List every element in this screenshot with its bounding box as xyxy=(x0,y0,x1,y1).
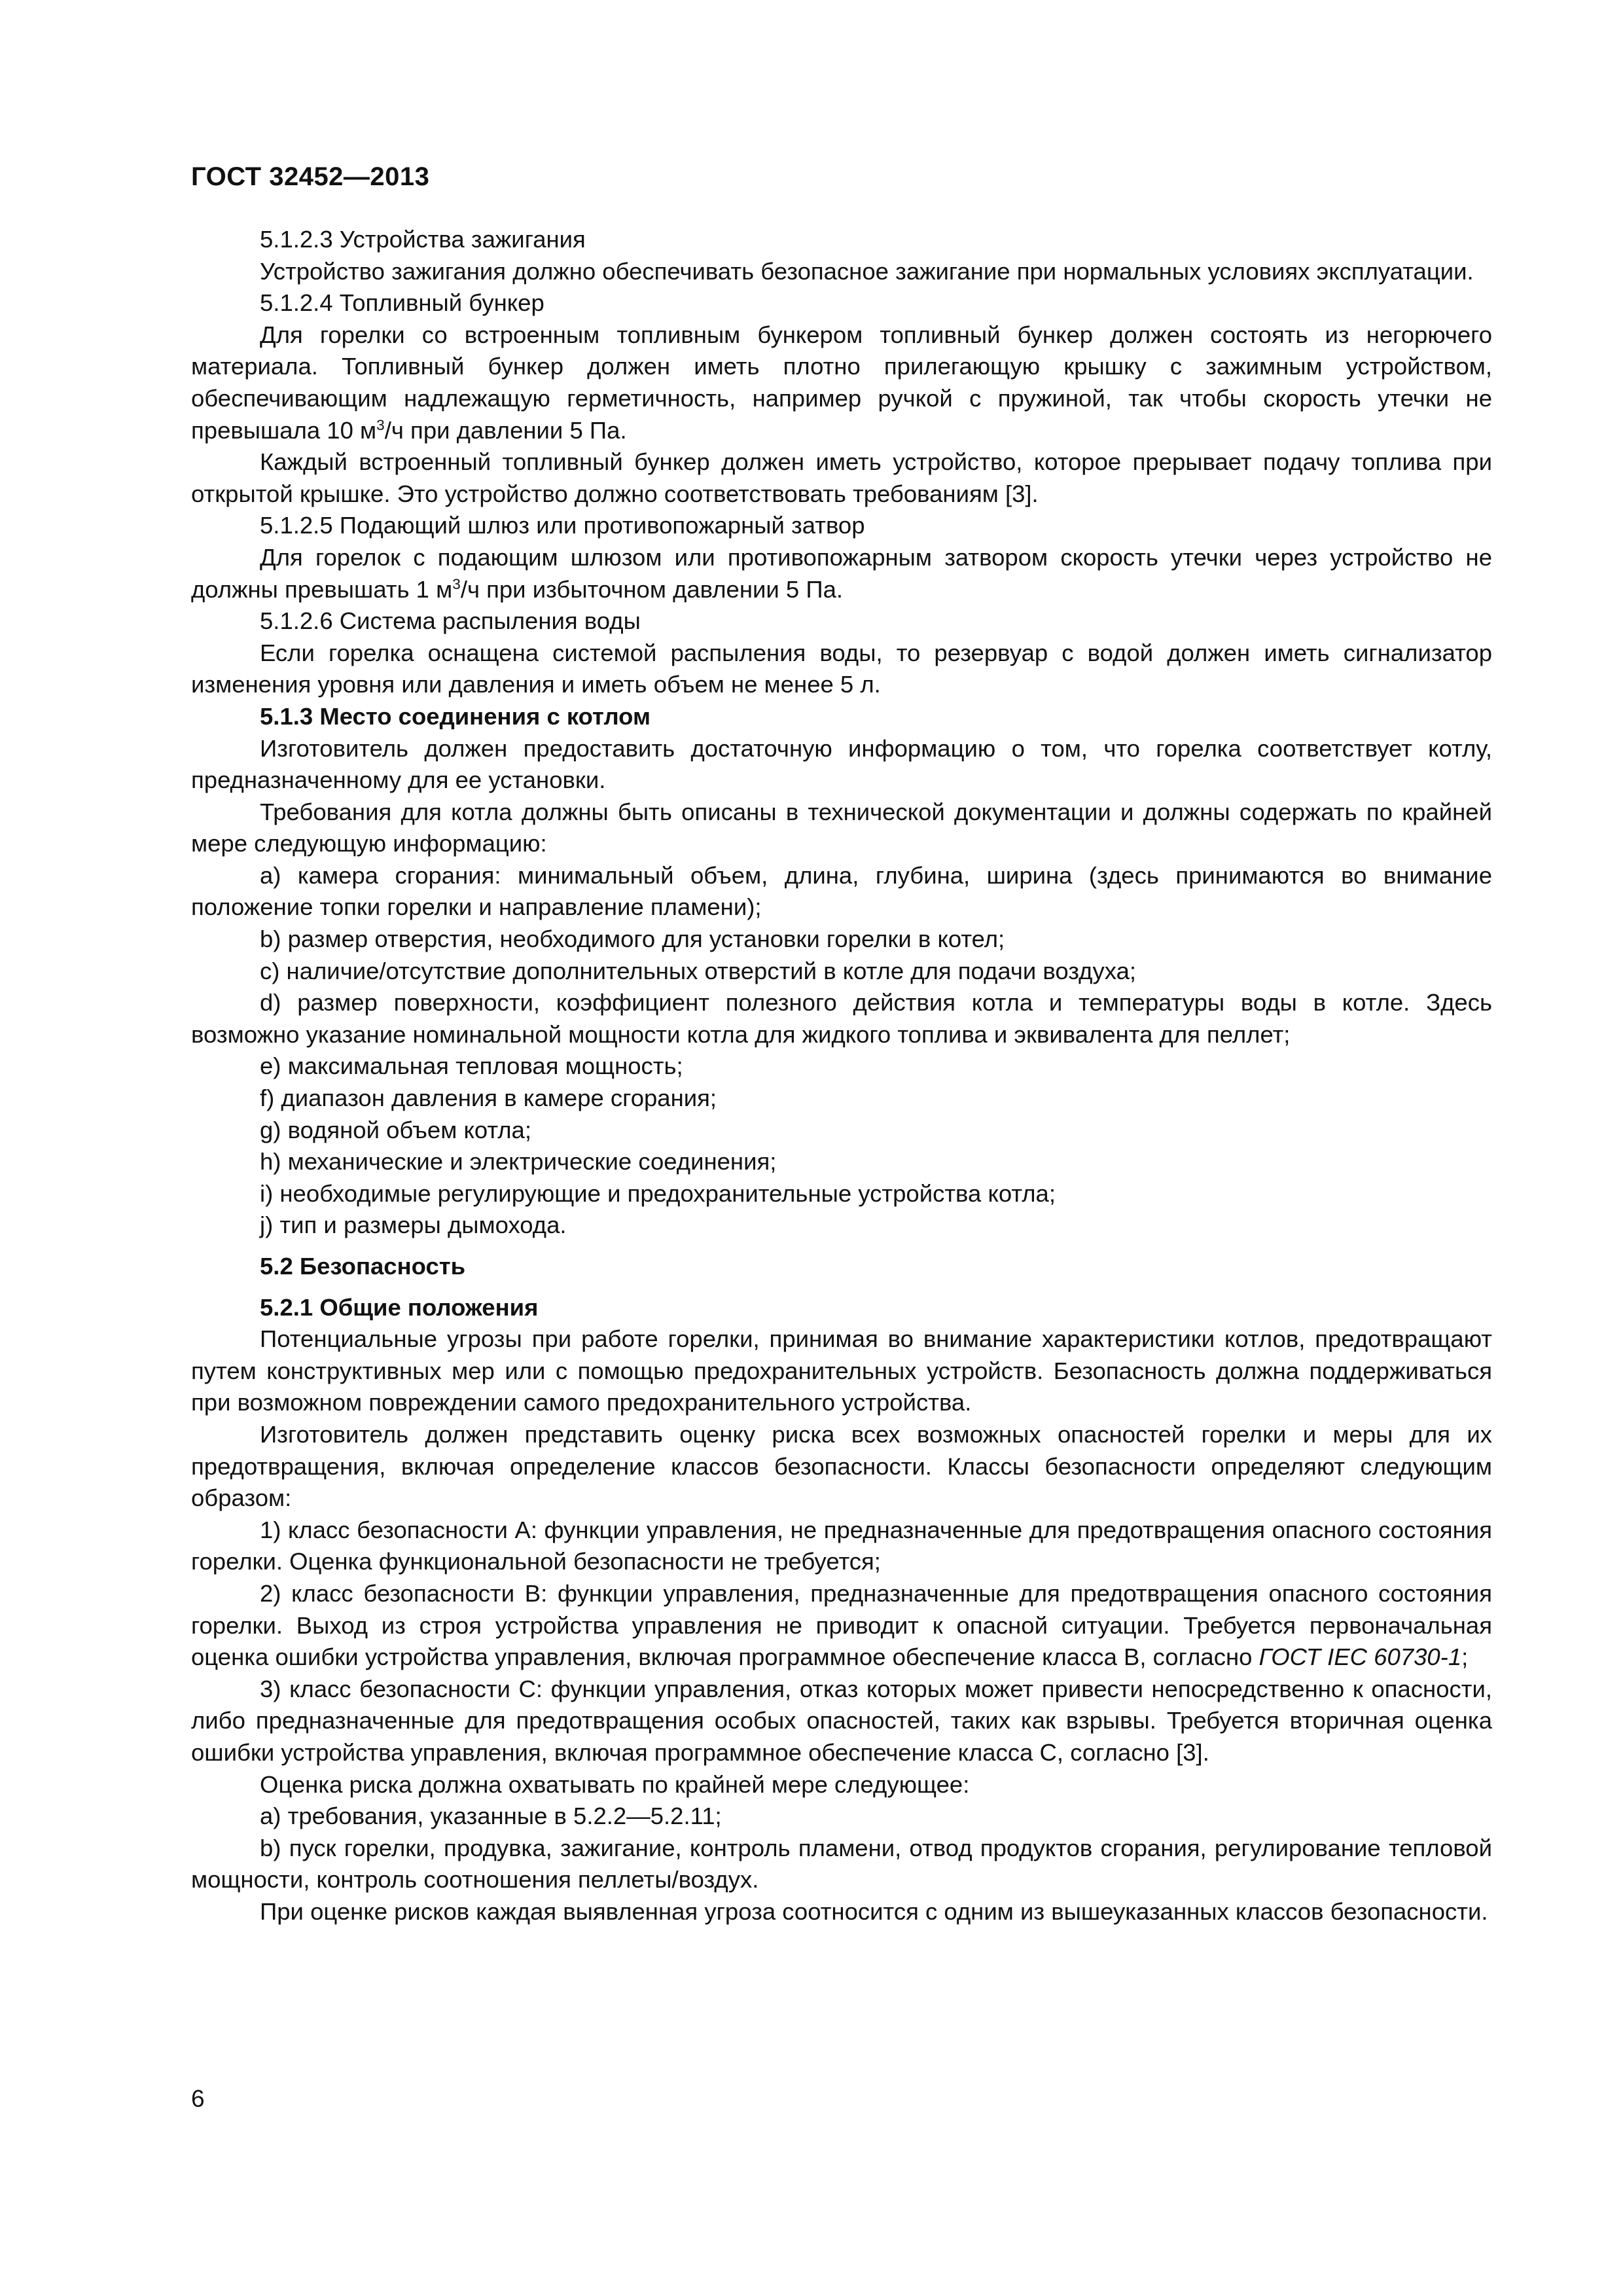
section-title-5-1-2-5: 5.1.2.5 Подающий шлюз или противопожарный затвор xyxy=(260,512,865,539)
list-item: f) диапазон давления в камере сгорания; xyxy=(260,1085,717,1112)
list-item: 1) класс безопасности А: функции управления, не предназначенные для предотвращения опасного состояния горелки. Оценка функциональной безопасности не требуется; xyxy=(191,1516,1492,1575)
section-title-5-1-3: 5.1.3 Место соединения с котлом xyxy=(260,702,651,730)
paragraph xyxy=(191,542,1492,605)
section-title-5-2: 5.2 Безопасность xyxy=(260,1253,466,1280)
list-item: c) наличие/отсутствие дополнительных отверстий в котле для подачи воздуха; xyxy=(260,957,1137,984)
list-item: a) требования, указанные в 5.2.2—5.2.11; xyxy=(260,1803,722,1830)
list-item: e) максимальная тепловая мощность; xyxy=(260,1052,683,1080)
superscript: 3 xyxy=(452,575,461,592)
text-run: Для горелок с подающим шлюзом или противопожарным затвором скорость утечки через устройство не должны превышать 1 м xyxy=(191,543,1492,603)
list-item: i) необходимые регулирующие и предохранительные устройства котла; xyxy=(260,1179,1056,1207)
paragraph: Устройство зажигания должно обеспечивать безопасное зажигание при нормальных условиях эксплуатации. xyxy=(260,257,1474,285)
list-item: 3) класс безопасности С: функции управления, отказ которых может привести непосредственно к опасности, либо предназначенные для предотвращения особых опасностей, таких как взрывы. Требуется вторичная оценка ошибки устройства управления, включая программное обеспечение класса С, согласно [3]. xyxy=(191,1675,1492,1766)
list-item: a) камера сгорания: минимальный объем, длина, глубина, ширина (здесь принимаются во внимание положение топки горелки и направление пламени); xyxy=(191,861,1492,921)
list-item: j) тип и размеры дымохода. xyxy=(260,1211,567,1239)
section-title-5-1-2-3: 5.1.2.3 Устройства зажигания xyxy=(260,226,586,253)
paragraph: Изготовитель должен представить оценку риска всех возможных опасностей горелки и меры для их предотвращения, включая определение классов безопасности. Классы безопасности определяют следующим образом: xyxy=(191,1420,1492,1512)
text-run: 2) класс безопасности В: функции управления, предназначенные для предотвращения опасного состояния горелки. Выход из строя устройства управления не приводит к опасной ситуации. Требуется первоначальная оценка ошибки устройства управления, включая программное обеспечение класса В, согласно xyxy=(191,1579,1492,1671)
paragraph: Каждый встроенный топливный бункер должен иметь устройство, которое прерывает подачу топлива при открытой крышке. Это устройство должно соответствовать требованиям [3]. xyxy=(191,448,1492,507)
paragraph: Потенциальные угрозы при работе горелки, принимая во внимание характеристики котлов, предотвращают путем конструктивных мер или с помощью предохранительных устройств. Безопасность должна поддерживаться при возможном повреждении самого предохранительного устройства. xyxy=(191,1325,1492,1416)
list-item: d) размер поверхности, коэффициент полезного действия котла и температуры воды в котле. Здесь возможно указание номинальной мощности котла для жидкого топлива и эквивалента для пеллет; xyxy=(191,989,1492,1048)
text-run: /ч при избыточном давлении 5 Па. xyxy=(460,575,844,603)
section-title-5-1-2-4: 5.1.2.4 Топливный бункер xyxy=(260,289,544,317)
document-code-header: ГОСТ 32452—2013 xyxy=(191,162,430,191)
paragraph: При оценке рисков каждая выявленная угроза соотносится с одним из вышеуказанных классов безопасности. xyxy=(260,1897,1488,1925)
paragraph xyxy=(191,319,1492,446)
section-title-5-1-2-6: 5.1.2.6 Система распыления воды xyxy=(260,607,641,635)
section-title-5-2-1: 5.2.1 Общие положения xyxy=(260,1293,539,1321)
paragraph: Требования для котла должны быть описаны в технической документации и должны содержать по крайней мере следующую информацию: xyxy=(191,798,1492,857)
list-item: h) механические и электрические соединения; xyxy=(260,1148,777,1175)
list-item xyxy=(191,1578,1492,1674)
paragraph: Оценка риска должна охватывать по крайней мере следующее: xyxy=(260,1770,970,1798)
standard-reference: ГОСТ IEC 60730-1 xyxy=(1258,1643,1462,1671)
list-item: b) размер отверстия, необходимого для установки горелки в котел; xyxy=(260,925,1005,953)
paragraph: Если горелка оснащена системой распыления воды, то резервуар с водой должен иметь сигнализатор изменения уровня или давления и иметь объем не менее 5 л. xyxy=(191,639,1492,698)
superscript: 3 xyxy=(376,416,385,433)
page-number: 6 xyxy=(191,2085,205,2112)
list-item: g) водяной объем котла; xyxy=(260,1116,531,1143)
document-body xyxy=(191,224,1492,1928)
text-run: ; xyxy=(1461,1643,1469,1671)
paragraph: Изготовитель должен предоставить достаточную информацию о том, что горелка соответствует котлу, предназначенному для ее установки. xyxy=(191,734,1492,794)
list-item: b) пуск горелки, продувка, зажигание, контроль пламени, отвод продуктов сгорания, регулирование тепловой мощности, контроль соотношения пеллеты/воздух. xyxy=(191,1834,1492,1893)
text-run: /ч при давлении 5 Па. xyxy=(384,416,627,444)
text-run: Для горелки со встроенным топливным бункером топливный бункер должен состоять из негорючего материала. Топливный бункер должен иметь плотно прилегающую крышку с зажимным устройством, обеспечивающим надлежащую герметичность, например ручкой с пружиной, так чтобы скорость утечки не превышала 10 м xyxy=(191,321,1492,444)
